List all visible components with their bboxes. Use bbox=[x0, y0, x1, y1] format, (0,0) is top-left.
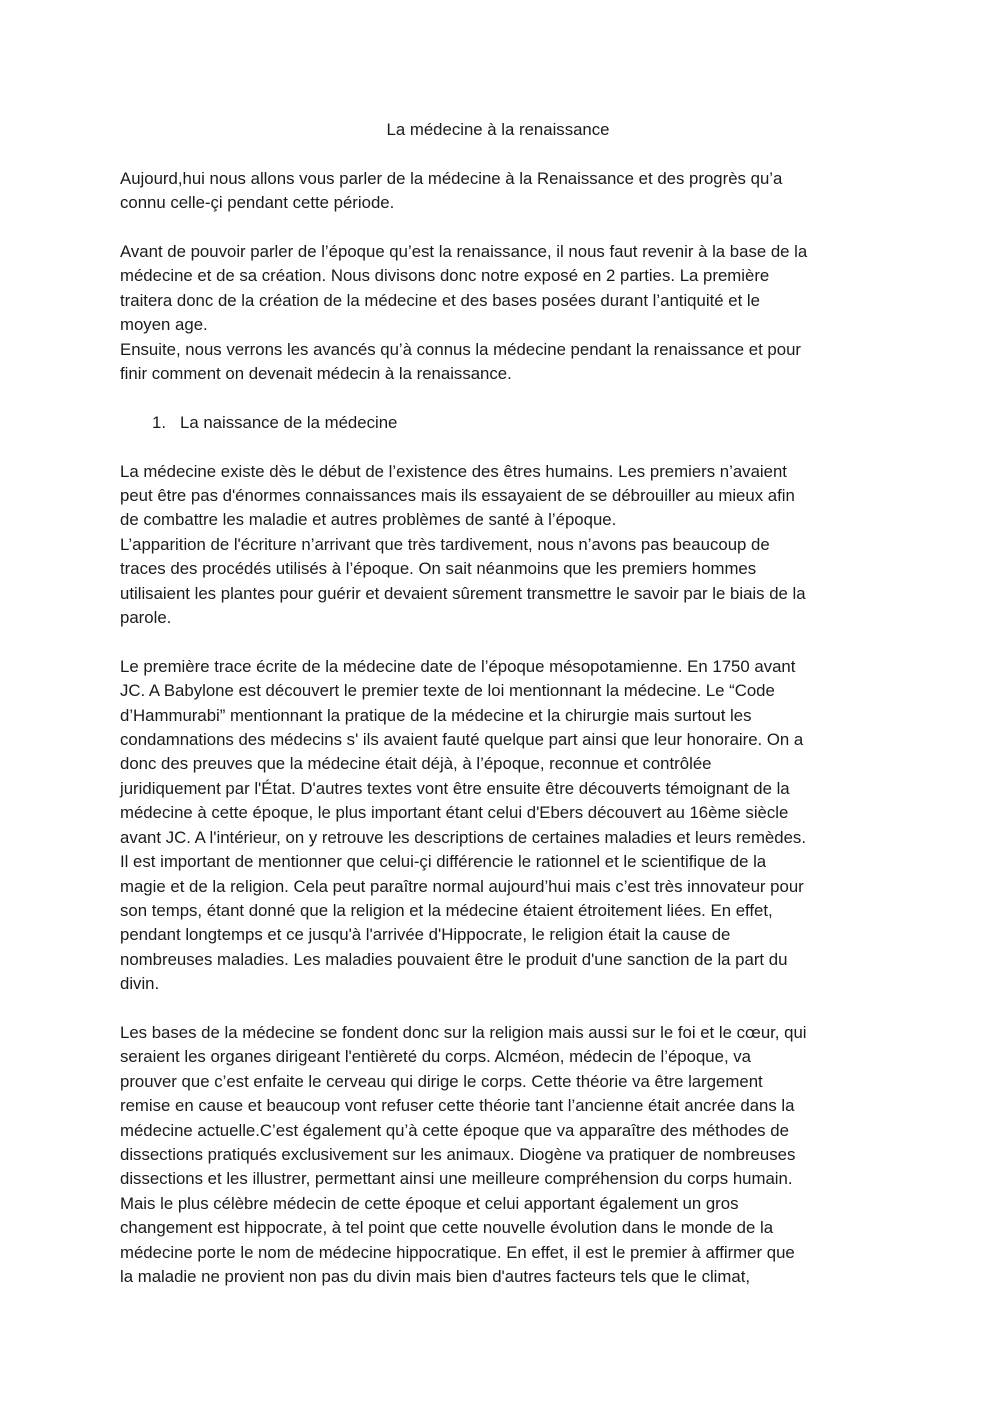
body-paragraph: Les bases de la médecine se fondent donc sur la religion mais aussi sur le foi et le cœur, qui seraient les organes dirigeant l'entièreté du corps. Alcméon, médecin de l’époque, va prouver que c’est enfaite le cerveau qui dirige le corps. Cette théorie va être largement remise en cause et beaucoup vont refuser cette théorie tant l’ancienne était ancrée dans la médecine actuelle.C’est également qu’à cette époque que va apparaître des méthodes de dissections pratiqués exclusivement sur les animaux. Diogène va pratiquer de nombreuses dissections et les illustrer, permettant ainsi une meilleure compréhension du corps humain. Mais le plus célèbre médecin de cette époque et celui apportant également un gros changement est hippocrate, à tel point que cette nouvelle évolution dans le monde de la médecine porte le nom de médecine hippocratique. En effet, il est le premier à affirmer que la maladie ne provient non pas du divin mais bien d'autres facteurs tels que le climat, bbox=[120, 1022, 807, 1286]
plan-paragraph-continued: Ensuite, nous verrons les avancés qu’à connus la médecine pendant la renaissance et pour finir comment on devenait médecin à la renaissance. bbox=[120, 339, 802, 384]
paragraph-spacer bbox=[120, 216, 876, 240]
section-heading bbox=[120, 411, 876, 435]
plan-paragraph: Avant de pouvoir parler de l’époque qu’est la renaissance, il nous faut revenir à la base de la médecine et de sa création. Nous divisons donc notre exposé en 2 parties. La première traitera donc de la création de la médecine et des bases posées durant l’antiquité et le moyen age. bbox=[120, 242, 808, 335]
paragraph-spacer bbox=[120, 630, 876, 654]
paragraph-spacer bbox=[120, 435, 876, 459]
intro-paragraph: Aujourd,hui nous allons vous parler de la médecine à la Renaissance et des progrès qu’a connu celle-çi pendant cette période. bbox=[120, 168, 783, 213]
section-list bbox=[120, 411, 876, 435]
paragraph-spacer bbox=[120, 997, 876, 1021]
section-number: 1. bbox=[152, 412, 166, 432]
body-paragraph: La médecine existe dès le début de l’existence des êtres humains. Les premiers n’avaient peut être pas d'énormes connaissances mais ils essayaient de se débrouiller au mieux afin de combattre les maladie et autres problèmes de santé à l’époque. bbox=[120, 461, 795, 530]
paragraph-spacer bbox=[120, 386, 876, 410]
document-title: La médecine à la renaissance bbox=[386, 120, 610, 139]
body-paragraph: L’apparition de l'écriture n’arrivant que très tardivement, nous n’avons pas beaucoup de traces des procédés utilisés à l’époque. On sait néanmoins que les premiers hommes utilisaient les plantes pour guérir et devaient sûrement transmettre le savoir par le biais de la parole. bbox=[120, 534, 806, 628]
body-paragraph: Le première trace écrite de la médecine date de l’époque mésopotamienne. En 1750 avant JC. A Babylone est découvert le premier texte de loi mentionnant la médecine. Le “Code d’Hammurabi” mentionnant la pratique de la médecine et la chirurgie mais surtout les condamnations des médecins s' ils avaient fauté quelque part ainsi que leur honoraire. On a donc des preuves que la médecine était déjà, à l’époque, reconnue et contrôlée juridiquement par l'État. D'autres textes vont être ensuite être découverts témoignant de la médecine à cette époque, le plus important étant celui d'Ebers découvert au 16ème siècle avant JC. A l'intérieur, on y retrouve les descriptions de certaines maladies et leurs remèdes. Il est important de mentionner que celui-çi différencie le rationnel et le scientifique de la magie et de la religion. Cela peut paraître normal aujourd’hui mais c’est très innovateur pour son temps, étant donné que la religion et la médecine étaient étroitement liées. En effet, pendant longtemps et ce jusqu'à l'arrivée d'Hippocrate, le religion était la cause de nombreuses maladies. Les maladies pouvaient être le produit d'une sanction de la part du divin. bbox=[120, 656, 806, 994]
section-heading-text: La naissance de la médecine bbox=[180, 412, 398, 432]
